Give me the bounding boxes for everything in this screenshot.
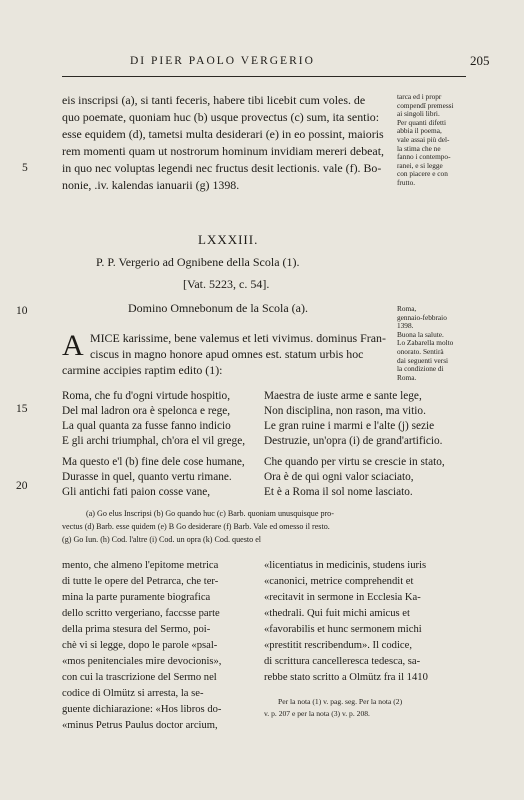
poem-line: Destruzie, un'opra (i) de grand'artificio.: [264, 435, 443, 447]
poem-line: E gli archi triumphal, ch'ora el vil grege,: [62, 435, 246, 447]
poem-line: Che quando per virtu se crescie in stato,: [264, 456, 445, 468]
commentary-line: mento, che almeno l'epitome metrica: [62, 560, 219, 571]
commentary-line: guente dichiarazione: «Hos libros do-: [62, 704, 222, 715]
commentary-line: «recitavit in sermone in Ecclesia Ka-: [264, 592, 421, 603]
running-title: DI PIER PAOLO VERGERIO: [130, 55, 315, 67]
commentary-line: «thedrali. Qui fuit michi amicus et: [264, 608, 410, 619]
commentary-line: codice di Olmütz si arresta, la se-: [62, 688, 204, 699]
letter-line: carmine accipies raptim edito (1):: [62, 363, 223, 377]
letter-title: P. P. Vergerio ad Ognibene della Scola (1).: [96, 255, 300, 269]
commentary-line: rebbe stato scritto a Olmütz fra il 1410: [264, 672, 428, 683]
commentary-line: di tutte le opere del Petrarca, che ter-: [62, 576, 219, 587]
poem-line: La qual quanta za fusse fanno indicio: [62, 420, 231, 432]
commentary-line: chè vi si legge, dopo le parole «psal-: [62, 640, 218, 651]
poem-line: Del mal ladron ora è spelonca e rege,: [62, 405, 231, 417]
header-rule: [62, 76, 466, 77]
commentary-line: di scrittura cancelleresca tedesca, sa-: [264, 656, 421, 667]
poem-line: Et è a Roma il sol nome lasciato.: [264, 486, 413, 498]
commentary-line: «mos penitenciales mire devocionis»,: [62, 656, 222, 667]
text-line: esse equidem (d), tametsi multa desiderari (e) in eo possint, maioris: [62, 127, 384, 141]
commentary-line: «favorabilis et hunc sermonem michi: [264, 624, 422, 635]
page-number: 205: [470, 53, 490, 68]
footnote-line: (g) Go Iun. (h) Cod. l'altre (i) Cod. un opra (k) Cod. questo el: [62, 535, 262, 544]
text-line: rem momenti quam ut nostrorum hominum invidiam mereri debeat,: [62, 144, 384, 158]
commentary-line: «minus Petrus Paulus doctor arcium,: [62, 720, 218, 731]
commentary-line: «licentiatus in medicinis, studens iuris: [264, 560, 427, 571]
commentary-line: con cui la trascrizione del Sermo nel: [62, 672, 217, 683]
poem-line: Durasse in quel, quanto vertu rimane.: [62, 471, 232, 483]
margin-note-top: tarca ed i propr compendî premessi ai singoli libri. Per quanti difetti abbia il poema, vale assai più del- la stima che ne fanno i contempo- ranei, e si legge con piacere e con frutto.: [397, 92, 454, 187]
text-line: in quo nec voluptas legendi nec fructus desit lectionis. vale (f). Bo-: [62, 161, 382, 175]
poem-line: Le gran ruine i marmi e l'alte (j) sezie: [264, 420, 435, 432]
line-number: 20: [16, 480, 28, 492]
margin-note-mid: Roma, gennaio-febbraio 1398. Buona la salute. Lo Zabarella molto onorato. Sentirà dai seguenti versi la condizione di Roma.: [397, 304, 454, 382]
footnote-line: vectus (d) Barb. esse quidem (e) B Go desiderare (f) Barb. Vale ed omesso il resto.: [62, 522, 330, 531]
drop-cap: A: [62, 329, 84, 362]
footnote-line: (a) Go elus Inscripsi (b) Go quando huc (c) Barb. quoniam unusquisque pro-: [86, 509, 334, 518]
poem-line: Ora è de qui ogni valor sciaciato,: [264, 471, 414, 483]
commentary-line: della prima stesura del Sermo, poi-: [62, 624, 211, 635]
poem-line: Gli antichi fati paion cosse vane,: [62, 486, 211, 498]
line-number: 10: [16, 305, 28, 317]
commentary-line: «canonici, metrice comprehendit et: [264, 576, 414, 587]
letter-number: LXXXIII.: [198, 232, 259, 247]
letter-address: Domino Omnebonum de la Scola (a).: [128, 301, 308, 315]
line-number: 15: [16, 403, 28, 415]
text-line: nonie, .iv. kalendas ianuarii (g) 1398.: [62, 178, 240, 192]
commentary-line: «prestitit rescribendum». Il codice,: [264, 640, 412, 651]
commentary-note: v. p. 207 e per la nota (3) v. p. 208.: [264, 709, 370, 718]
text-line: quo poemate, quoniam huc (b) usque provectus (c) sum, ita sentio:: [62, 110, 380, 124]
letter-source: [Vat. 5223, c. 54].: [183, 277, 270, 291]
line-number: 5: [22, 162, 28, 174]
commentary-note: Per la nota (1) v. pag. seg. Per la nota (2): [278, 697, 403, 706]
poem-line: Ma questo e'l (b) fine dele cose humane,: [62, 456, 245, 468]
letter-line: MICE karissime, bene valemus et leti vivimus. dominus Fran-: [90, 331, 386, 345]
poem-line: Roma, che fu d'ogni virtude hospitio,: [62, 390, 231, 402]
text-line: eis inscripsi (a), si tanti feceris, habere tibi licebit cum voles. de: [62, 93, 366, 107]
poem-line: Non disciplina, non rason, ma vitio.: [264, 405, 426, 417]
letter-line: ciscus in magno honore apud omnes est. statum urbis hoc: [90, 347, 364, 361]
commentary-line: dello scritto vergeriano, faccsse parte: [62, 608, 220, 619]
poem-line: Maestra de iuste arme e sante lege,: [264, 390, 422, 402]
commentary-line: mina la parte puramente biografica: [62, 592, 211, 603]
